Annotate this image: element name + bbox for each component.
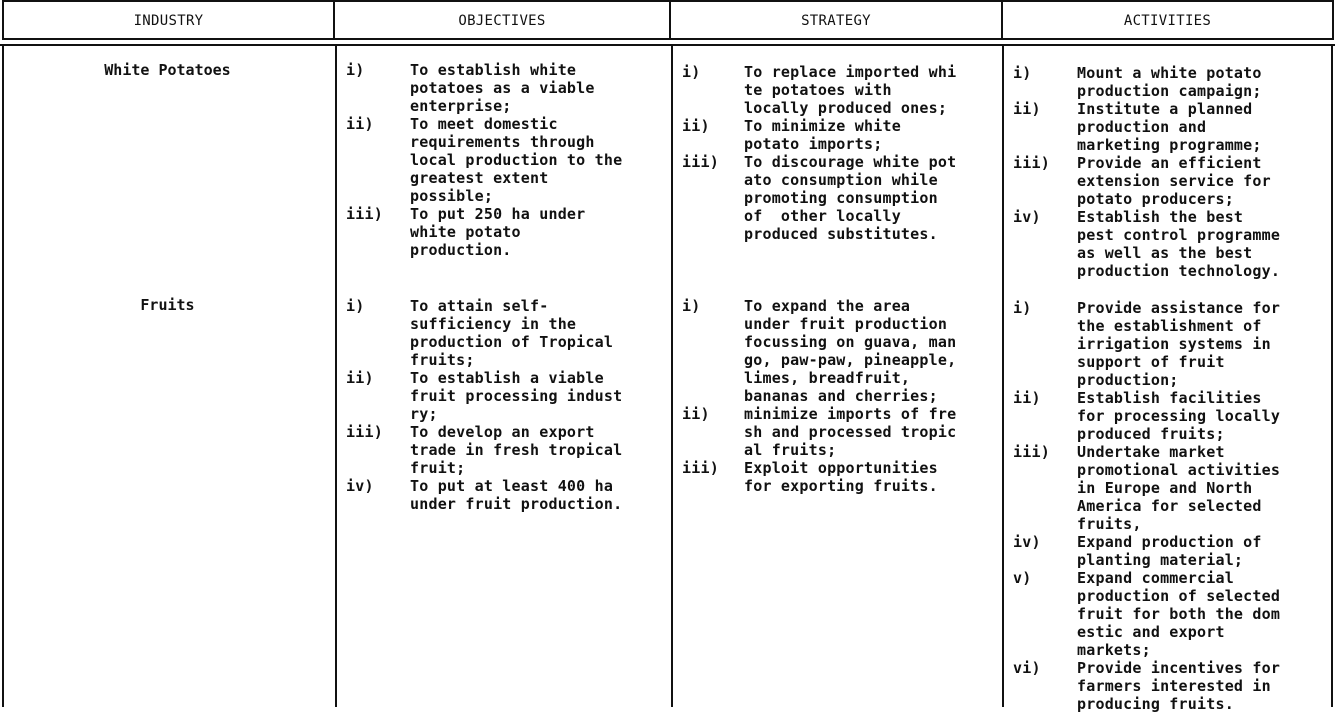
item-text: Expand commercial production of selected fruit for both the dom estic and export markets; bbox=[1077, 569, 1281, 659]
item-number: ii) bbox=[682, 405, 710, 423]
item-text: To replace imported whi te potatoes with locally produced ones; bbox=[744, 63, 957, 117]
list-item bbox=[682, 405, 1000, 459]
item-text: To attain self- sufficiency in the production of Tropical fruits; bbox=[410, 297, 614, 369]
list-item bbox=[346, 205, 666, 259]
list-item bbox=[1013, 533, 1331, 569]
item-text: To put 250 ha under white potato production. bbox=[410, 205, 586, 259]
list-item bbox=[346, 61, 666, 115]
item-number: i) bbox=[346, 61, 365, 79]
header-objectives bbox=[333, 0, 671, 40]
header-industry-label: INDUSTRY bbox=[133, 13, 204, 29]
item-number: i) bbox=[1013, 299, 1032, 317]
item-number: ii) bbox=[346, 115, 374, 133]
item-number: iii) bbox=[346, 205, 383, 223]
item-number: iii) bbox=[682, 153, 719, 171]
list-item bbox=[1013, 154, 1331, 208]
item-text: To put at least 400 ha under fruit production. bbox=[410, 477, 623, 513]
item-number: vi) bbox=[1013, 659, 1041, 677]
item-text: minimize imports of fre sh and processed tropic al fruits; bbox=[744, 405, 957, 459]
industry-white-potatoes: White Potatoes bbox=[104, 61, 231, 79]
header-bottom-rule bbox=[0, 44, 1335, 46]
item-text: To develop an export trade in fresh tropical fruit; bbox=[410, 423, 623, 477]
item-text: Establish facilities for processing locally produced fruits; bbox=[1077, 389, 1281, 443]
header-objectives-label: OBJECTIVES bbox=[458, 13, 546, 29]
item-number: iv) bbox=[346, 477, 374, 495]
list-item bbox=[682, 297, 1000, 405]
item-text: To expand the area under fruit production focussing on guava, man go, paw-paw, pineapple, limes, breadfruit, bananas and cherries; bbox=[744, 297, 957, 405]
header-industry bbox=[2, 0, 335, 40]
item-number: iii) bbox=[346, 423, 383, 441]
item-number: v) bbox=[1013, 569, 1032, 587]
list-item bbox=[346, 369, 666, 423]
item-text: Undertake market promotional activities in Europe and North America for selected fruits, bbox=[1077, 443, 1281, 533]
list-item bbox=[1013, 64, 1331, 100]
item-number: iii) bbox=[1013, 154, 1050, 172]
list-item bbox=[682, 63, 1000, 117]
header-strategy bbox=[669, 0, 1003, 40]
objectives-fruits bbox=[346, 297, 666, 513]
item-text: To meet domestic requirements through local production to the greatest extent possible; bbox=[410, 115, 623, 205]
header-activities-label: ACTIVITIES bbox=[1123, 13, 1212, 29]
column-divider-1 bbox=[335, 44, 337, 707]
header-strategy-label: STRATEGY bbox=[801, 13, 871, 29]
strategy-fruits bbox=[682, 297, 1000, 495]
list-item bbox=[1013, 299, 1331, 389]
column-divider-left bbox=[2, 44, 4, 707]
item-text: Expand production of planting material; bbox=[1077, 533, 1262, 569]
list-item bbox=[346, 297, 666, 369]
list-item bbox=[1013, 389, 1331, 443]
item-text: To establish white potatoes as a viable enterprise; bbox=[410, 61, 595, 115]
item-text: Institute a planned production and marketing programme; bbox=[1077, 100, 1262, 154]
list-item bbox=[346, 477, 666, 513]
objectives-white-potatoes bbox=[346, 61, 666, 259]
list-item bbox=[1013, 569, 1331, 659]
item-text: To establish a viable fruit processing indust ry; bbox=[410, 369, 623, 423]
activities-white-potatoes bbox=[1013, 64, 1331, 280]
header-activities bbox=[1001, 0, 1334, 40]
item-number: ii) bbox=[1013, 389, 1041, 407]
item-number: i) bbox=[682, 63, 701, 81]
industry-fruits: Fruits bbox=[140, 296, 195, 314]
activities-fruits bbox=[1013, 299, 1331, 713]
item-number: i) bbox=[682, 297, 701, 315]
item-text: Exploit opportunities for exporting fruits. bbox=[744, 459, 938, 495]
item-text: Provide assistance for the establishment of irrigation systems in support of fruit production; bbox=[1077, 299, 1281, 389]
item-number: iii) bbox=[1013, 443, 1050, 461]
list-item bbox=[682, 117, 1000, 153]
item-number: iv) bbox=[1013, 533, 1041, 551]
item-text: To discourage white pot ato consumption while promoting consumption of other locally produced substitutes. bbox=[744, 153, 957, 243]
column-divider-right bbox=[1331, 44, 1333, 707]
item-number: ii) bbox=[1013, 100, 1041, 118]
item-number: iii) bbox=[682, 459, 719, 477]
item-number: iv) bbox=[1013, 208, 1041, 226]
item-number: ii) bbox=[346, 369, 374, 387]
item-text: To minimize white potato imports; bbox=[744, 117, 901, 153]
item-text: Establish the best pest control programme as well as the best production technology. bbox=[1077, 208, 1281, 280]
item-text: Provide an efficient extension service for potato producers; bbox=[1077, 154, 1271, 208]
column-divider-2 bbox=[671, 44, 673, 707]
list-item bbox=[1013, 659, 1331, 713]
list-item bbox=[1013, 100, 1331, 154]
list-item bbox=[682, 153, 1000, 243]
item-number: i) bbox=[346, 297, 365, 315]
list-item bbox=[1013, 208, 1331, 280]
item-text: Mount a white potato production campaign; bbox=[1077, 64, 1262, 100]
item-number: ii) bbox=[682, 117, 710, 135]
item-text: Provide incentives for farmers interested in producing fruits. bbox=[1077, 659, 1281, 713]
item-number: i) bbox=[1013, 64, 1032, 82]
list-item bbox=[346, 423, 666, 477]
list-item bbox=[1013, 443, 1331, 533]
list-item bbox=[682, 459, 1000, 495]
list-item bbox=[346, 115, 666, 205]
column-divider-3 bbox=[1002, 44, 1004, 707]
strategy-white-potatoes bbox=[682, 63, 1000, 243]
